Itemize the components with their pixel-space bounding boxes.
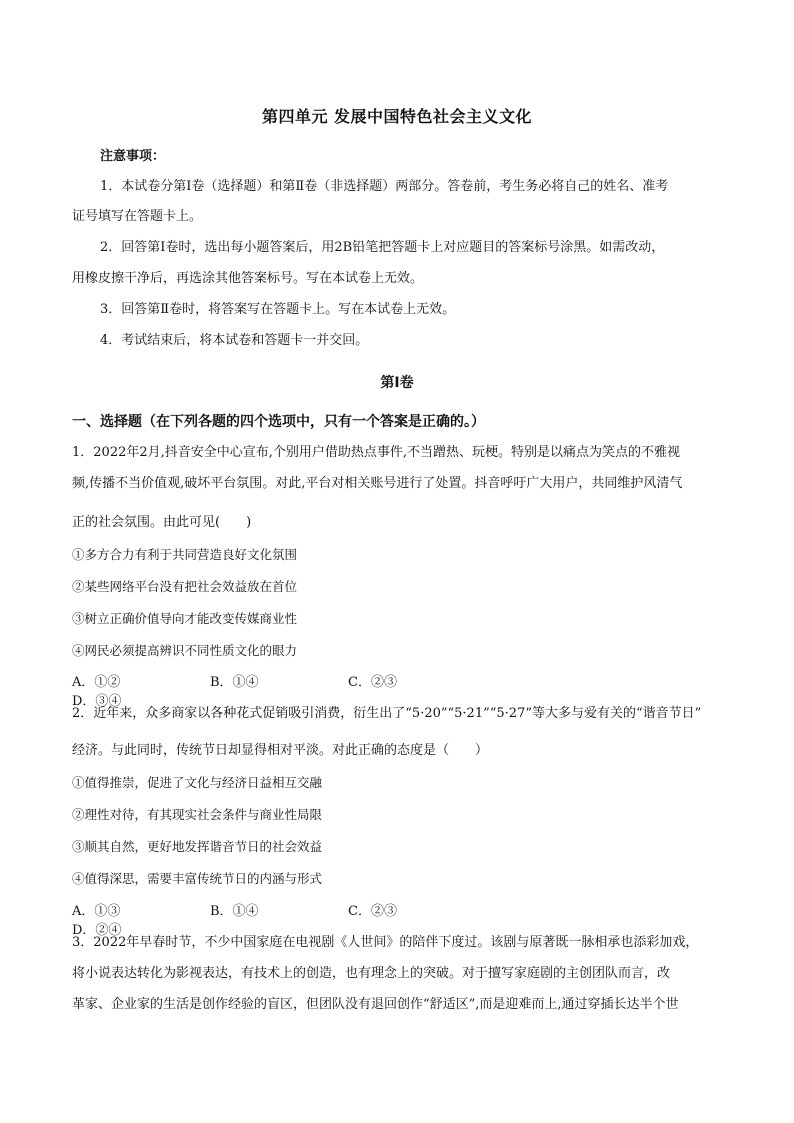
option-c: C．②③ [348, 904, 397, 919]
question-1-text: 1．2022年2月,抖音安全中心宣布,个别用户借助热点事件,不当蹭热、玩梗。特别是以痛点为笑点的不雅视 [72, 445, 681, 460]
option-d: D．③④ [72, 694, 122, 709]
section-heading: 一、选择题（在下列各题的四个选项中，只有一个答案是正确的。） [72, 414, 485, 430]
note-line: 4．考试结束后，将本试卷和答题卡一并交回。 [100, 333, 369, 348]
question-1-item: ②某些网络平台没有把社会效益放在首位 [72, 579, 298, 594]
part-title: 第Ⅰ卷 [380, 375, 414, 391]
question-1-item: ④网民必须提高辨识不同性质文化的眼力 [72, 643, 298, 658]
option-a: A．①③ [72, 904, 121, 919]
question-1-item: ③树立正确价值导向才能改变传媒商业性 [72, 611, 298, 626]
note-line: 2．回答第Ⅰ卷时，选出每小题答案后，用2B铅笔把答题卡上对应题目的答案标号涂黑。如需改动， [100, 240, 665, 255]
question-2-item: ①值得推崇，促进了文化与经济日益相互交融 [72, 775, 323, 790]
question-2-item: ②理性对待，有其现实社会条件与商业性局限 [72, 807, 323, 822]
option-b: B．①④ [210, 675, 259, 690]
question-3-text: 革家、企业家的生活是创作经验的盲区，但团队没有退回创作“舒适区”,而是迎难而上,通过穿插长达半个世 [72, 997, 679, 1012]
note-line: 证号填写在答题卡上。 [72, 209, 203, 224]
note-line: 3．回答第Ⅱ卷时，将答案写在答题卡上。写在本试卷上无效。 [100, 302, 456, 317]
note-line: 1．本试卷分第Ⅰ卷（选择题）和第Ⅱ卷（非选择题）两部分。答卷前，考生务必将自己的姓名、准考 [100, 179, 669, 194]
question-3-text: 3．2022年早春时节，不少中国家庭在电视剧《人世间》的陪伴下度过。该剧与原著既一脉相承也添彩加戏， [72, 935, 699, 950]
question-1-text: 正的社会氛围。由此可见( ) [72, 515, 252, 530]
question-2-text: 经济。与此同时，传统节日却显得相对平淡。对此正确的态度是（ ） [72, 743, 489, 758]
note-line: 用橡皮擦干净后，再选涂其他答案标号。写在本试卷上无效。 [72, 271, 424, 286]
question-2-item: ④值得深思，需要丰富传统节日的内涵与形式 [72, 871, 323, 886]
option-d: D．②④ [72, 923, 122, 938]
option-a: A．①② [72, 675, 121, 690]
option-c: C．②③ [348, 675, 397, 690]
option-b: B．①④ [210, 904, 259, 919]
question-1-item: ①多方合力有利于共同营造良好文化氛围 [72, 547, 298, 562]
question-1-text: 频,传播不当价值观,破坏平台氛围。对此,平台对相关账号进行了处置。抖音呼吁广大用户，共同维护风清气 [72, 476, 683, 491]
question-2-text: 2．近年来，众多商家以各种花式促销吸引消费，衍生出了“5·20”“5·21”“5·27”等大多与爱有关的“谐音节日” [72, 706, 702, 721]
page-title: 第四单元 发展中国特色社会主义文化 [261, 107, 533, 126]
question-3-text: 将小说表达转化为影视表达，有技术上的创造，也有理念上的突破。对于擅写家庭剧的主创团队而言，改 [72, 966, 671, 981]
question-2-item: ③顺其自然，更好地发挥谐音节日的社会效益 [72, 839, 323, 854]
notice-heading: 注意事项： [100, 149, 166, 164]
